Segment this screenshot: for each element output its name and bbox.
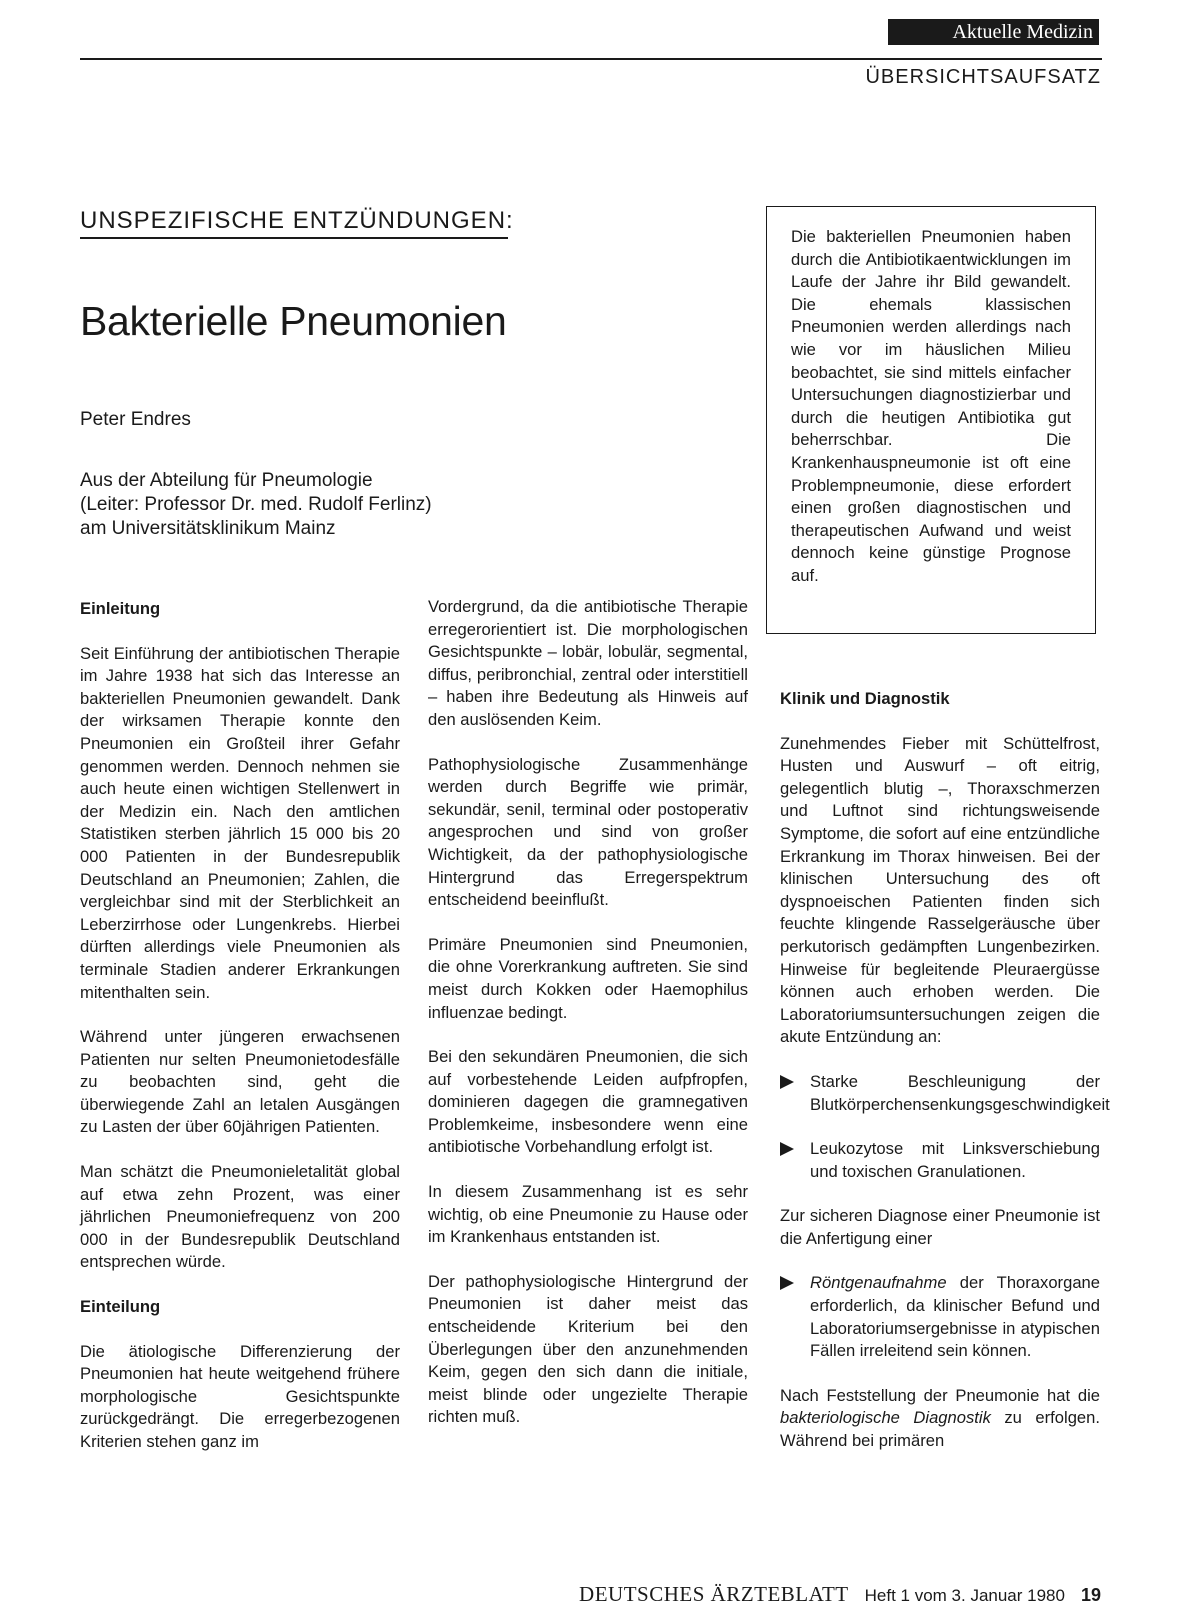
bullet-item (780, 1071, 1110, 1116)
paragraph: Während unter jüngeren erwachsenen Patienten nur selten Pneumonietodesfälle zu beobachten sind, geht die überwiegende Zahl an letalen Ausgängen zu Lasten der über 60jährigen Patienten. (80, 1027, 400, 1137)
paragraph-text: Nach Feststellung der Pneumonie hat die (780, 1385, 1100, 1405)
bullet-item (780, 1272, 1100, 1362)
summary-box (766, 206, 1096, 634)
paragraph: Pathophysiologische Zusammenhänge werden durch Begriffe wie primär, sekundär, senil, terminal oder postoperativ angesprochen und sind von großer Wichtigkeit, da der pathophysiologische Hintergrund das Erregerspektrum entscheidend beeinflußt. (428, 754, 748, 910)
paragraph (780, 1385, 1100, 1453)
publication-name: DEUTSCHES ÄRZTEBLATT (579, 1582, 849, 1606)
paragraph: Seit Einführung der antibiotischen Therapie im Jahre 1938 hat sich das Interesse an bakteriellen Pneumonien gewandelt. Dank der wirksamen Therapie konnte den Pneumonien ein Großteil ihrer Gefahr genommen werden. Dennoch nehmen sie auch heute einen wichtigen Stellenwert in der Medizin ein. Nach den amtlichen Statistiken sterben jährlich 15 000 bis 20 000 Patienten in der Bundesrepublik Deutschland an Pneumonien; Zahlen, die vergleichbar sind mit der Sterblichkeit an Leberzirrhose oder Lungenkrebs. Hierbei dürften allerdings viele Pneumonien als terminale Stadien anderer Erkrankungen mitenthalten sein. (80, 643, 400, 1002)
paragraph: Man schätzt die Pneumonieletalität global auf etwa zehn Prozent, was einer jährlichen Pneumoniefrequenz von 200 000 in der Bundesrepublik Deutschland entsprechen würde. (80, 1162, 400, 1272)
heading-klinik-diagnostik: Klinik und Diagnostik (780, 689, 950, 708)
paragraph-text: zu erfolgen. Während bei primären (780, 1408, 1100, 1451)
issue-info: Heft 1 vom 3. Januar 1980 (864, 1586, 1065, 1605)
paragraph: Zur sicheren Diagnose einer Pneumonie ist die Anfertigung einer (780, 1206, 1100, 1248)
paragraph-emphasis: bakteriologische Diagnostik (780, 1408, 991, 1428)
article-title: Bakterielle Pneumonien (80, 298, 507, 344)
author-affiliation (80, 469, 432, 541)
affiliation-line: Aus der Abteilung für Pneumologie (80, 470, 373, 491)
triangle-bullet-icon (780, 1142, 794, 1156)
paragraph: In diesem Zusammenhang ist es sehr wichtig, ob eine Pneumonie zu Hause oder im Krankenhaus entstanden ist. (428, 1182, 748, 1247)
article-kicker: UNSPEZIFISCHE ENTZÜNDUNGEN: (80, 207, 514, 234)
heading-einteilung: Einteilung (80, 1297, 161, 1317)
page-footer (579, 1582, 1101, 1607)
article-author: Peter Endres (80, 409, 191, 430)
paragraph: Die ätiologische Differenzierung der Pneumonien hat heute weitgehend frühere morphologische Gesichtspunkte zurückgedrängt. Die erregerbezogenen Kriterien stehen ganz im (80, 1341, 400, 1451)
text-column-2 (428, 596, 748, 1429)
affiliation-line: am Universitätsklinikum Mainz (80, 518, 336, 539)
bullet-text: der Thoraxorgane erforderlich, da klinischer Befund und Laboratoriumsergebnisse in atypischen Fällen irreleitend sein können. (810, 1273, 1100, 1361)
header-rule (80, 58, 1102, 60)
paragraph: Primäre Pneumonien sind Pneumonien, die ohne Vorerkrankung auftreten. Sie sind meist durch Kokken oder Haemophilus influenzae bedingt. (428, 934, 748, 1022)
section-tag: Aktuelle Medizin (888, 19, 1099, 45)
bullet-emphasis: Röntgenaufnahme (810, 1273, 947, 1293)
heading-einleitung: Einleitung (80, 599, 161, 618)
triangle-bullet-icon (780, 1075, 794, 1089)
article-type-label: ÜBERSICHTSAUFSATZ (865, 66, 1101, 88)
text-column-1 (80, 598, 400, 1454)
summary-text: Die bakteriellen Pneumonien haben durch die Antibiotikaentwicklungen im Laufe der Jahre ihr Bild gewandelt. Die ehemals klassischen Pneumonien werden allerdings nach wie vor im häuslichen Milieu beobachtet, sie sind mittels einfacher Untersuchungen diagnostizierbar und durch die heutigen Antibiotika gut beherrschbar. Die Krankenhauspneumonie ist oft eine Problempneumonie, diese erfordert einen großen diagnostischen und therapeutischen Aufwand und weist dennoch keine günstige Prognose auf. (791, 227, 1071, 585)
paragraph: Der pathophysiologische Hintergrund der Pneumonien ist daher meist das entscheidende Kriterium bei den Überlegungen über den anzunehmenden Keim, gegen den sich dann die initiale, meist blinde oder ungezielte Therapie richten muß. (428, 1271, 748, 1427)
affiliation-line: (Leiter: Professor Dr. med. Rudolf Ferlinz) (80, 494, 432, 515)
paragraph: Zunehmendes Fieber mit Schüttelfrost, Husten und Auswurf – oft eitrig, gelegentlich blutig –, Thoraxschmerzen und Luftnot sind richtungsweisende Symptome, die sofort auf eine entzündliche Erkrankung im Thorax hinweisen. Bei der klinischen Untersuchung des oft dyspnoeischen Patienten finden sich feuchte klingende Rasselgeräusche über perkutorisch gedämpften Lungenbezirken. Hinweise für begleitende Pleuraergüsse können auch erhoben werden. Die Laboratoriumsuntersuchungen zeigen die akute Entzündung an: (780, 733, 1100, 1047)
bullet-text: Leukozytose mit Linksverschiebung und toxischen Granulationen. (810, 1139, 1100, 1181)
text-column-3 (780, 688, 1110, 1453)
triangle-bullet-icon (780, 1276, 794, 1290)
page-number: 19 (1080, 1585, 1101, 1605)
bullet-text: Starke Beschleunigung der Blutkörperchensenkungsgeschwindigkeit (810, 1071, 1110, 1114)
paragraph: Bei den sekundären Pneumonien, die sich auf vorbestehende Leiden aufpfropfen, dominieren dagegen die gramnegativen Problemkeime, insbesondere wenn eine antibiotische Vorbehandlung erfolgt ist. (428, 1047, 748, 1157)
paragraph: Vordergrund, da die antibiotische Therapie erregerorientiert ist. Die morphologischen Gesichtspunkte – lobär, lobulär, segmental, diffus, peribronchial, zentral oder interstitiell – haben ihre Bedeutung als Hinweis auf den auslösenden Keim. (428, 597, 748, 729)
bullet-item (780, 1138, 1100, 1183)
kicker-underline (80, 237, 508, 239)
